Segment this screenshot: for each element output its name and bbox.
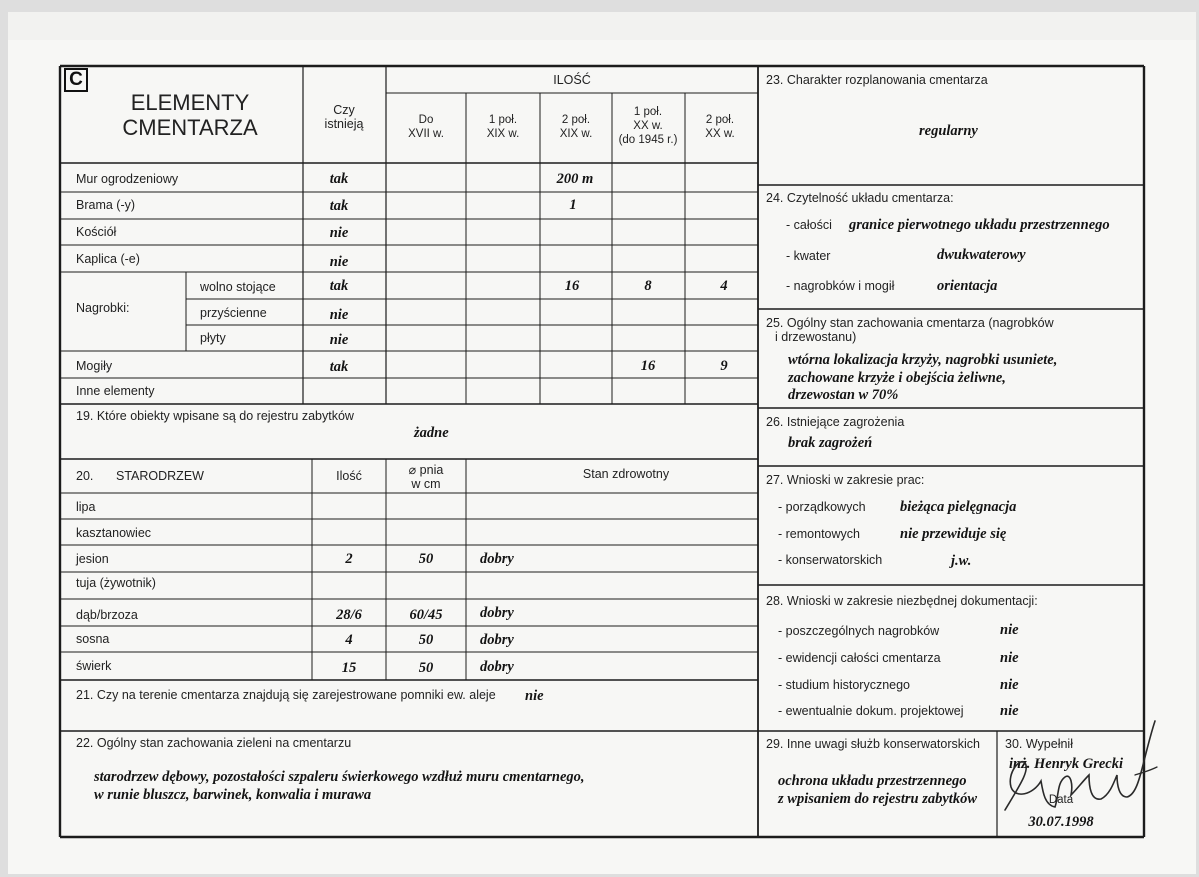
- q29-label: 29. Inne uwagi służb konserwatorskich: [766, 737, 981, 751]
- q28-item-value: nie: [1000, 622, 1019, 638]
- row-label: Brama (-y): [76, 198, 136, 212]
- q27-label: 27. Wnioski w zakresie prac:: [766, 473, 925, 487]
- tree-diam: 50: [418, 632, 434, 648]
- nagrobki-label: Nagrobki:: [76, 301, 130, 315]
- row-label: Kaplica (-e): [76, 252, 140, 266]
- period-header: 1 poł.: [633, 106, 663, 118]
- quantity-value: 1: [569, 197, 577, 213]
- trees-health-header: Stan zdrowotny: [582, 467, 670, 481]
- tree-qty: 2: [345, 551, 353, 567]
- tree-diam: 50: [418, 660, 434, 676]
- q21-answer: nie: [525, 688, 544, 704]
- q28-item-label: - studium historycznego: [778, 678, 911, 692]
- q30-label: 30. Wypełnił: [1005, 737, 1073, 751]
- quantity-value: 200 m: [556, 171, 594, 187]
- exists-value: nie: [329, 254, 349, 270]
- row-label: wolno stojące: [200, 280, 276, 294]
- quantity-value: 16: [564, 278, 580, 294]
- q22-line2: w runie bluszcz, barwinek, konwalia i murawa: [94, 787, 372, 803]
- q29-line2: z wpisaniem do rejestru zabytków: [778, 791, 977, 807]
- exists-value: nie: [329, 307, 349, 323]
- q24-calosci-label: - całości: [786, 218, 832, 232]
- q25-line2: zachowane krzyże i obejścia żeliwne,: [788, 370, 1006, 386]
- trees-title: STARODRZEW: [116, 469, 204, 483]
- q27-porz-label: - porządkowych: [778, 500, 866, 514]
- q24-kwater-label: - kwater: [786, 249, 831, 263]
- exists-value: tak: [329, 359, 349, 375]
- q25-label: 25. Ogólny stan zachowania cmentarza (nagrobków: [766, 316, 1054, 330]
- handwritten-signature: [985, 715, 1160, 830]
- title-line-1: ELEMENTY: [130, 90, 250, 115]
- tree-qty: 4: [345, 632, 353, 648]
- row-label: Kościół: [76, 225, 117, 239]
- quantity-value: 9: [720, 358, 728, 374]
- row-label: Inne elementy: [76, 384, 155, 398]
- q30-name: inż. Henryk Grecki: [1009, 756, 1123, 772]
- q27-porz-value: bieżąca pielęgnacja: [900, 499, 1017, 515]
- row-label: Mur ogrodzeniowy: [76, 172, 179, 186]
- period-header: Do: [418, 114, 434, 126]
- elements-title: [100, 90, 280, 140]
- q25-label-2: i drzewostanu): [775, 330, 857, 344]
- q19-label: 19. Które obiekty wpisane są do rejestru zabytków: [76, 409, 354, 423]
- quantity-value: 16: [640, 358, 656, 374]
- exists-header-1: Czy: [333, 103, 355, 117]
- q30-date-label: Data: [1048, 794, 1074, 806]
- q24-nagrobkow-value: orientacja: [937, 278, 998, 294]
- tree-diam: 50: [418, 551, 434, 567]
- q27-kons-label: - konserwatorskich: [778, 553, 883, 567]
- q28-item-value: nie: [1000, 703, 1019, 719]
- q28-item-label: - ewidencji całości cmentarza: [778, 651, 941, 665]
- tree-health: dobry: [480, 605, 514, 621]
- q28-item-value: nie: [1000, 650, 1019, 666]
- q24-calosci-value: granice pierwotnego układu przestrzennego: [849, 217, 1110, 233]
- tree-diam: 60/45: [409, 607, 443, 623]
- period-header: XIX w.: [486, 128, 520, 140]
- q22-line1: starodrzew dębowy, pozostałości szpaleru świerkowego wzdłuż muru cmentarnego,: [94, 769, 585, 785]
- period-header: XIX w.: [559, 128, 593, 140]
- q28-item-label: - poszczególnych nagrobków: [778, 624, 940, 638]
- tree-name: kasztanowiec: [76, 526, 152, 540]
- q24-nagrobkow-label: - nagrobków i mogił: [786, 279, 895, 293]
- tree-name: jesion: [76, 552, 109, 566]
- q21-label: 21. Czy na terenie cmentarza znajdują się zarejestrowane pomniki ew. aleje: [76, 688, 496, 702]
- q22-label: 22. Ogólny stan zachowania zieleni na cmentarzu: [76, 736, 352, 750]
- row-label: Mogiły: [76, 359, 113, 373]
- q26-answer: brak zagrożeń: [788, 435, 873, 451]
- title-line-2: CMENTARZA: [122, 115, 258, 140]
- q28-item-label: - ewentualnie dokum. projektowej: [778, 704, 964, 718]
- exists-value: tak: [329, 171, 349, 187]
- ilosc-header: ILOŚĆ: [553, 73, 591, 87]
- q19-answer: żadne: [414, 425, 449, 441]
- exists-value: tak: [329, 198, 349, 214]
- exists-header-2: istnieją: [324, 117, 364, 131]
- period-header: XX w.: [705, 128, 735, 140]
- q24-label: 24. Czytelność układu cmentarza:: [766, 191, 954, 205]
- tree-health: dobry: [480, 659, 514, 675]
- q23-answer: regularny: [919, 123, 978, 139]
- exists-value: tak: [329, 278, 349, 294]
- period-header: (do 1945 r.): [618, 134, 678, 146]
- q23-label: 23. Charakter rozplanowania cmentarza: [766, 73, 988, 87]
- trees-qty-header: Ilość: [336, 469, 362, 483]
- q25-line3: drzewostan w 70%: [788, 387, 899, 403]
- period-header: XVII w.: [408, 128, 444, 140]
- exists-value: nie: [329, 225, 349, 241]
- tree-name: tuja (żywotnik): [76, 576, 156, 590]
- row-label: przyścienne: [200, 306, 267, 320]
- quantity-value: 8: [644, 278, 652, 294]
- trees-diam-header: ⌀ pnia: [408, 463, 444, 477]
- q27-rem-label: - remontowych: [778, 527, 860, 541]
- tree-name: sosna: [76, 632, 110, 646]
- q30-date: 30.07.1998: [1028, 814, 1094, 830]
- row-label: płyty: [200, 331, 226, 345]
- tree-qty: 15: [341, 660, 357, 676]
- period-header: 1 poł.: [488, 114, 518, 126]
- q28-item-value: nie: [1000, 677, 1019, 693]
- q28-label: 28. Wnioski w zakresie niezbędnej dokumentacji:: [766, 594, 1038, 608]
- tree-health: dobry: [480, 632, 514, 648]
- period-header: 2 poł.: [561, 114, 591, 126]
- tree-name: dąb/brzoza: [76, 608, 138, 622]
- tree-name: świerk: [76, 659, 112, 673]
- q25-line1: wtórna lokalizacja krzyży, nagrobki usuniete,: [788, 352, 1058, 368]
- tree-health: dobry: [480, 551, 514, 567]
- q27-kons-value: j.w.: [951, 553, 972, 569]
- exists-value: nie: [329, 332, 349, 348]
- q24-kwater-value: dwukwaterowy: [937, 247, 1026, 263]
- tree-qty: 28/6: [336, 607, 362, 623]
- tree-name: lipa: [76, 500, 96, 514]
- period-header: XX w.: [633, 120, 663, 132]
- q26-label: 26. Istniejące zagrożenia: [766, 415, 905, 429]
- q27-rem-value: nie przewiduje się: [900, 526, 1007, 542]
- quantity-value: 4: [720, 278, 728, 294]
- period-header: 2 poł.: [705, 114, 735, 126]
- trees-diam-header: w cm: [411, 477, 441, 491]
- q29-line1: ochrona układu przestrzennego: [778, 773, 967, 789]
- section-letter-box: C: [64, 68, 88, 92]
- trees-number: 20.: [76, 469, 94, 483]
